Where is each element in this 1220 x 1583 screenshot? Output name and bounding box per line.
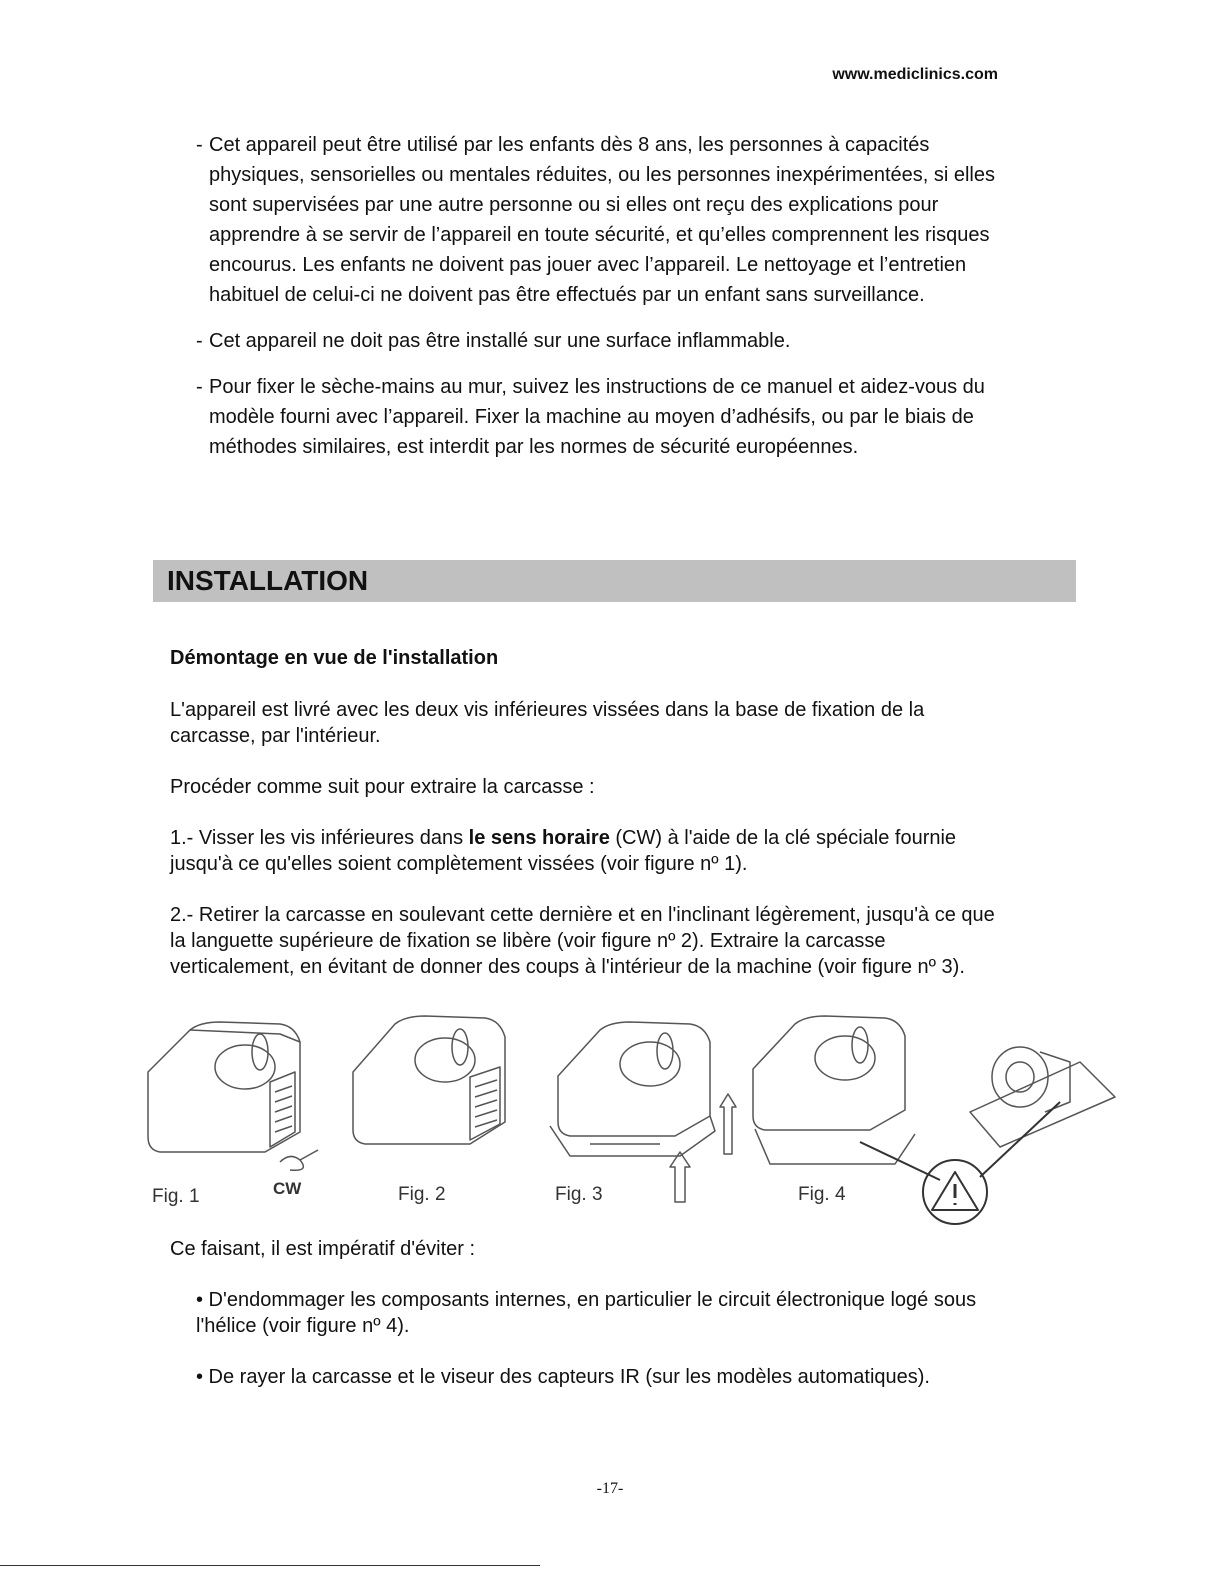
list-item [196,372,1016,462]
fig3-label: Fig. 3 [555,1184,603,1205]
avoid-section [170,1236,1010,1415]
footer-rule [0,1565,540,1566]
page-number: -17- [596,1480,624,1497]
electronic-circuit-illustration [970,1047,1115,1147]
avoid-item-2 [170,1364,1010,1390]
fig2-label: Fig. 2 [398,1184,446,1205]
dryer-illustration-2 [353,1016,505,1144]
paragraph-procedure: Procéder comme suit pour extraire la carcasse : [170,776,595,798]
step-2: 2.- Retirer la carcasse en soulevant cette dernière et en l'inclinant légèrement, jusqu'à ce que la languette supérieure de fixation se libère (voir figure nº 2). Extraire la carcasse verticalement, en évitant de donner des coups à l'intérieur de la machine (voir figure nº 3). [170,904,995,978]
list-item [196,326,1016,356]
avoid-item-text: • D'endommager les composants internes, en particulier le circuit électronique logé sous l'hélice (voir figure nº 4). [196,1289,977,1337]
cw-arrow-icon [280,1150,318,1170]
bullet-dash: - [196,330,203,352]
paragraph-delivery: L'appareil est livré avec les deux vis inférieures vissées dans la base de fixation de la carcasse, par l'intérieur. [170,699,925,747]
avoid-item-1 [170,1287,1010,1339]
bullet-dash: - [196,134,203,156]
step-1-text-end: (CW) à l'aide de la clé spéciale fournie jusqu'à ce qu'elles soient complètement vissées (voir figure nº 1). [170,827,957,875]
header-url: www.mediclinics.com [832,66,998,83]
figures-illustration [140,1012,1120,1232]
list-item [196,130,1016,310]
fig4-label: Fig. 4 [798,1184,846,1205]
bullet-text: Cet appareil ne doit pas être installé sur une surface inflammable. [209,330,791,352]
dryer-illustration-3 [550,1022,715,1156]
section-title: INSTALLATION [167,565,369,596]
step-1 [170,825,1010,877]
dryer-illustration-1 [148,1022,300,1152]
step-1-text: 1.- Visser les vis inférieures dans [170,827,469,849]
bullet-dash: - [196,376,203,398]
cw-label: CW [273,1179,302,1198]
up-arrow-icon [720,1094,736,1154]
safety-bullet-list [196,130,1016,478]
avoid-item-text: • De rayer la carcasse et le viseur des capteurs IR (sur les modèles automatiques). [196,1366,930,1388]
paragraph-avoid: Ce faisant, il est impératif d'éviter : [170,1238,476,1260]
installation-body [170,645,1010,1005]
bullet-text: Cet appareil peut être utilisé par les enfants dès 8 ans, les personnes à capacités physiques, sensorielles ou mentales réduites, ou les personnes inexpérimentées, si elles sont supervisées par une autre personne ou si elles ont reçu des explications pour apprendre à se servir de l’appareil en toute sécurité, et qu’elles comprennent les risques encourus. Les enfants ne doivent pas jouer avec l’appareil. Le nettoyage et l’entretien habituel de celui-ci ne doivent pas être effectués par un enfant sans surveillance. [209,134,995,306]
section-header [153,560,1076,602]
dryer-illustration-4 [753,1016,915,1164]
up-arrow-icon [670,1152,690,1202]
step-1-bold: le sens horaire [468,827,610,849]
subsection-title: Démontage en vue de l'installation [170,647,499,669]
bullet-text: Pour fixer le sèche-mains au mur, suivez les instructions de ce manuel et aidez-vous du modèle fourni avec l’appareil. Fixer la machine au moyen d’adhésifs, ou par le biais de méthodes similaires, est interdit par les normes de sécurité européennes. [209,376,985,458]
fig1-label: Fig. 1 [152,1186,200,1207]
